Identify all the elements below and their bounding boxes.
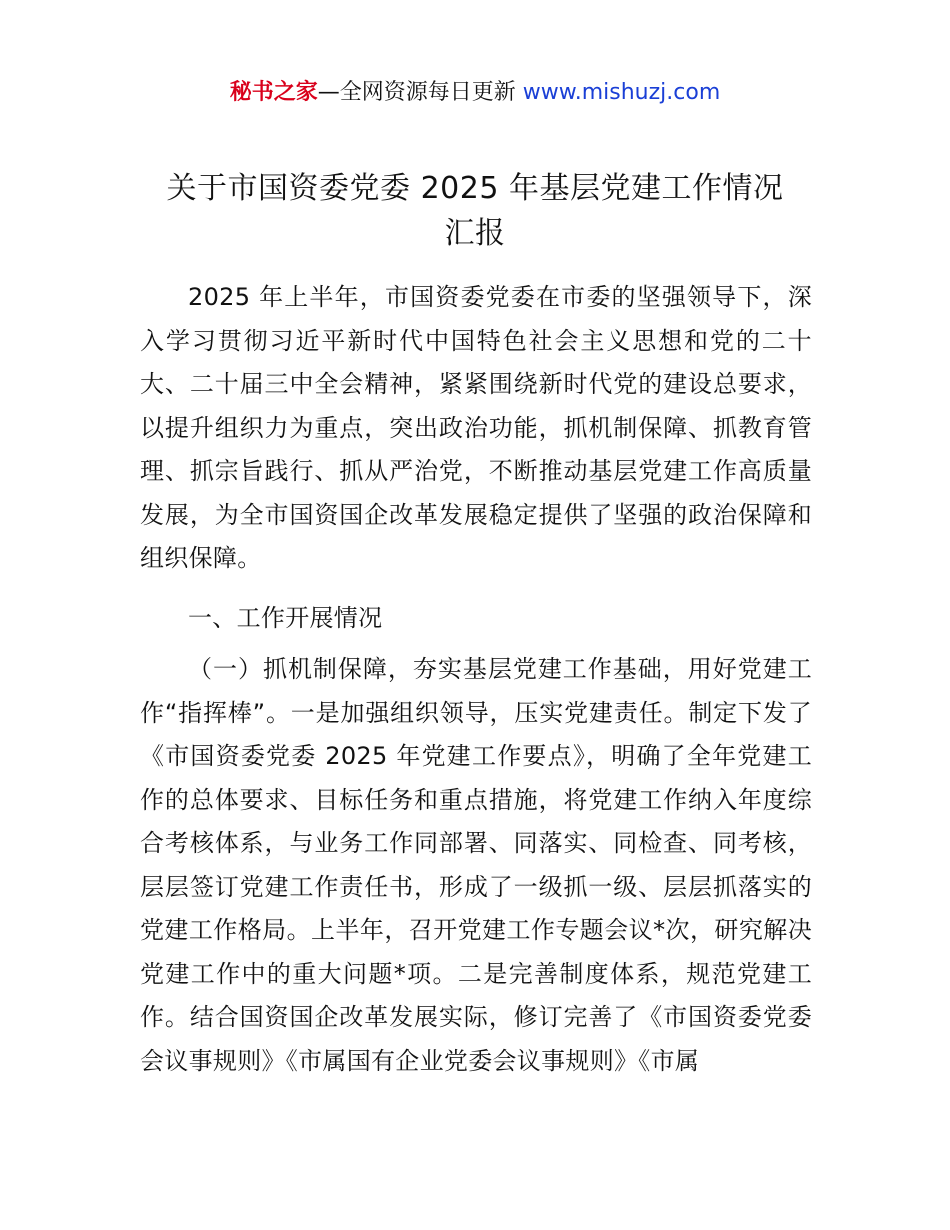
- intro-paragraph: 2025 年上半年，市国资委党委在市委的坚强领导下，深入学习贯彻习近平新时代中国特色社会主义思想和党的二十大、二十届三中全会精神，紧紧围绕新时代党的建设总要求，以提升组织力为重点，突出政治功能，抓机制保障、抓教育管理、抓宗旨践行、抓从严治党，不断推动基层党建工作高质量发展，为全市国资国企改革发展稳定提供了坚强的政治保障和组织保障。: [140, 283, 812, 572]
- header-tagline: —全网资源每日更新: [317, 80, 523, 105]
- brand-name: 秘书之家: [229, 80, 318, 105]
- section-heading: 一、工作开展情况: [188, 603, 383, 632]
- document-title: [140, 166, 810, 256]
- title-line-1: 关于市国资委党委 2025 年基层党建工作情况: [166, 171, 784, 206]
- document-body: [140, 276, 812, 1083]
- title-line-2: 汇报: [444, 216, 506, 251]
- site-header: [0, 76, 950, 110]
- site-link[interactable]: www.mishuzj.com: [522, 80, 721, 105]
- section-paragraph: （一）抓机制保障，夯实基层党建工作基础，用好党建工作“指挥棒”。一是加强组织领导，压实党建责任。制定下发了《市国资委党委 2025 年党建工作要点》，明确了全年党建工作的总体要求、目标任务和重点措施，将党建工作纳入年度综合考核体系，与业务工作同部署、同落实、同检查、同考核，层层签订党建工作责任书，形成了一级抓一级、层层抓落实的党建工作格局。上半年，召开党建工作专题会议*次，研究解决党建工作中的重大问题*项。二是完善制度体系，规范党建工作。结合国资国企改革发展实际，修订完善了《市国资委党委会议事规则》《市属国有企业党委会议事规则》《市属: [140, 655, 812, 1075]
